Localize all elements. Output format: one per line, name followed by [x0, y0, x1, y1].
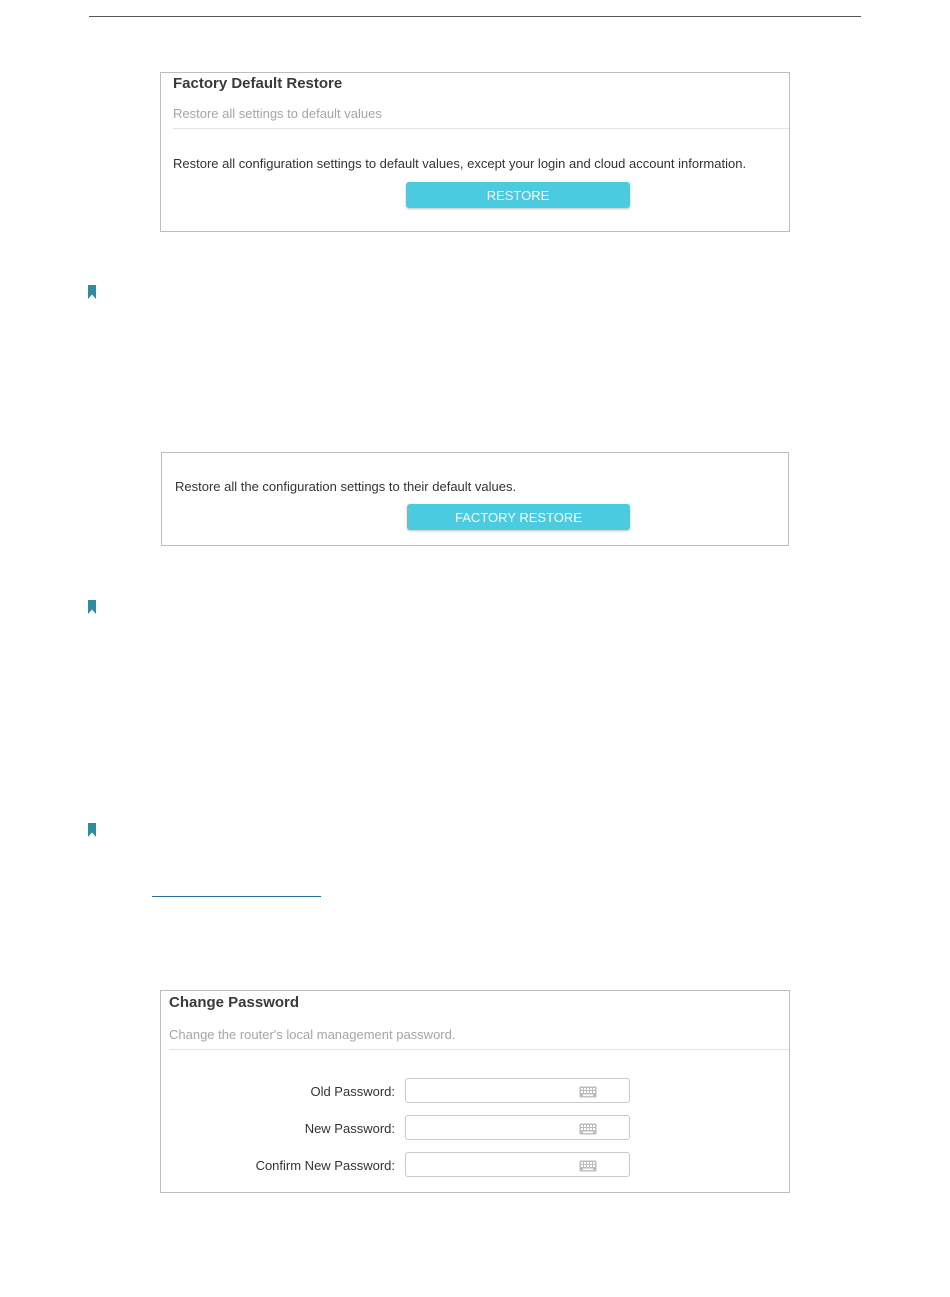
restore-description: Restore all configuration settings to default values, except your login and cloud account information. — [173, 156, 747, 171]
panel-divider — [169, 1049, 789, 1050]
bookmark-icon — [88, 600, 96, 614]
panel-divider — [173, 128, 789, 129]
new-password-label: New Password: — [304, 1121, 395, 1136]
confirm-password-field[interactable] — [405, 1152, 630, 1177]
keyboard-icon[interactable] — [579, 1123, 597, 1135]
panel-title: Change Password — [169, 994, 300, 1011]
link-underline[interactable] — [152, 896, 321, 897]
factory-restore-button[interactable]: FACTORY RESTORE — [407, 504, 630, 530]
panel-subtitle: Change the router's local management password. — [169, 1027, 456, 1042]
bookmark-icon — [88, 285, 96, 299]
restore-button[interactable]: RESTORE — [406, 182, 630, 208]
panel-title: Factory Default Restore — [173, 75, 343, 92]
bookmark-icon — [88, 823, 96, 837]
factory-restore-panel — [161, 452, 789, 546]
keyboard-icon[interactable] — [579, 1086, 597, 1098]
panel-subtitle: Restore all settings to default values — [173, 106, 382, 121]
top-rule — [89, 16, 861, 17]
confirm-password-label: Confirm New Password: — [255, 1158, 395, 1173]
change-password-panel — [160, 990, 790, 1193]
old-password-field[interactable] — [405, 1078, 630, 1103]
factory-default-restore-panel — [160, 72, 790, 232]
factory-restore-description: Restore all the configuration settings to their default values. — [175, 479, 517, 494]
keyboard-icon[interactable] — [579, 1160, 597, 1172]
new-password-field[interactable] — [405, 1115, 630, 1140]
old-password-label: Old Password: — [310, 1084, 395, 1099]
